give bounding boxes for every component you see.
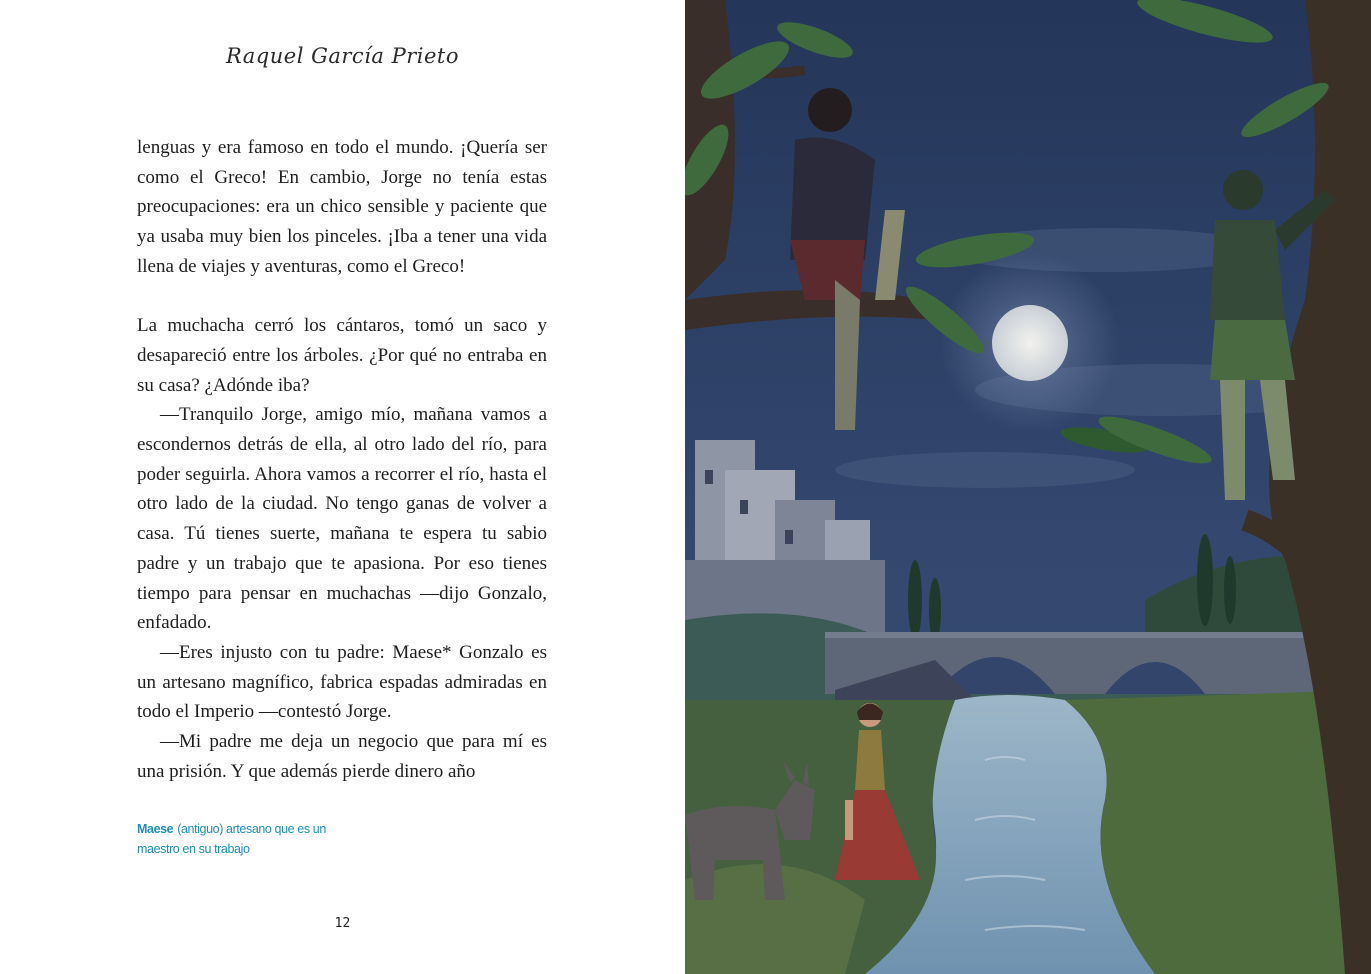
- left-page: [0, 0, 685, 974]
- paragraph-3: —Tranquilo Jorge, amigo mío, mañana vamos a escondernos detrás de ella, al otro lado del río, para poder seguirla. Ahora vamos a recorrer el río, hasta el otro lado de la ciudad. No tengo ganas de volver a casa. Tú tienes suerte, mañana te espera tu sabio padre y un trabajo que te apasiona. Por eso tienes tiempo para pensar en muchachas —dijo Gonzalo, enfadado.: [137, 404, 547, 634]
- night-river-illustration: [685, 0, 1371, 974]
- paragraph-5: —Mi padre me deja un negocio que para mí es una prisión. Y que además pierde dinero año: [137, 731, 547, 782]
- footnote-definition: (antiguo) artesano que es un maestro en su trabajo: [137, 822, 326, 856]
- body-text: [137, 133, 547, 786]
- author-name: Raquel García Prieto: [225, 44, 459, 68]
- paragraph-2: La muchacha cerró los cántaros, tomó un saco y desapareció entre los árboles. ¿Por qué no entraba en su casa? ¿Adónde iba?: [137, 315, 547, 396]
- paragraph-1: lenguas y era famoso en todo el mundo. ¡Quería ser como el Greco! En cambio, Jorge no tenía estas preocupaciones: era un chico sensible y paciente que ya usaba muy bien los pinceles. ¡Iba a tener una vida llena de viajes y aventuras, como el Greco!: [137, 137, 547, 277]
- footnote-term: Maese: [137, 822, 174, 836]
- moon: [992, 305, 1068, 381]
- footnote: [137, 819, 327, 859]
- page-number: 12: [334, 916, 351, 931]
- paragraph-4: —Eres injusto con tu padre: Maese* Gonzalo es un artesano magnífico, fabrica espadas admiradas en todo el Imperio —contestó Jorge.: [137, 641, 547, 723]
